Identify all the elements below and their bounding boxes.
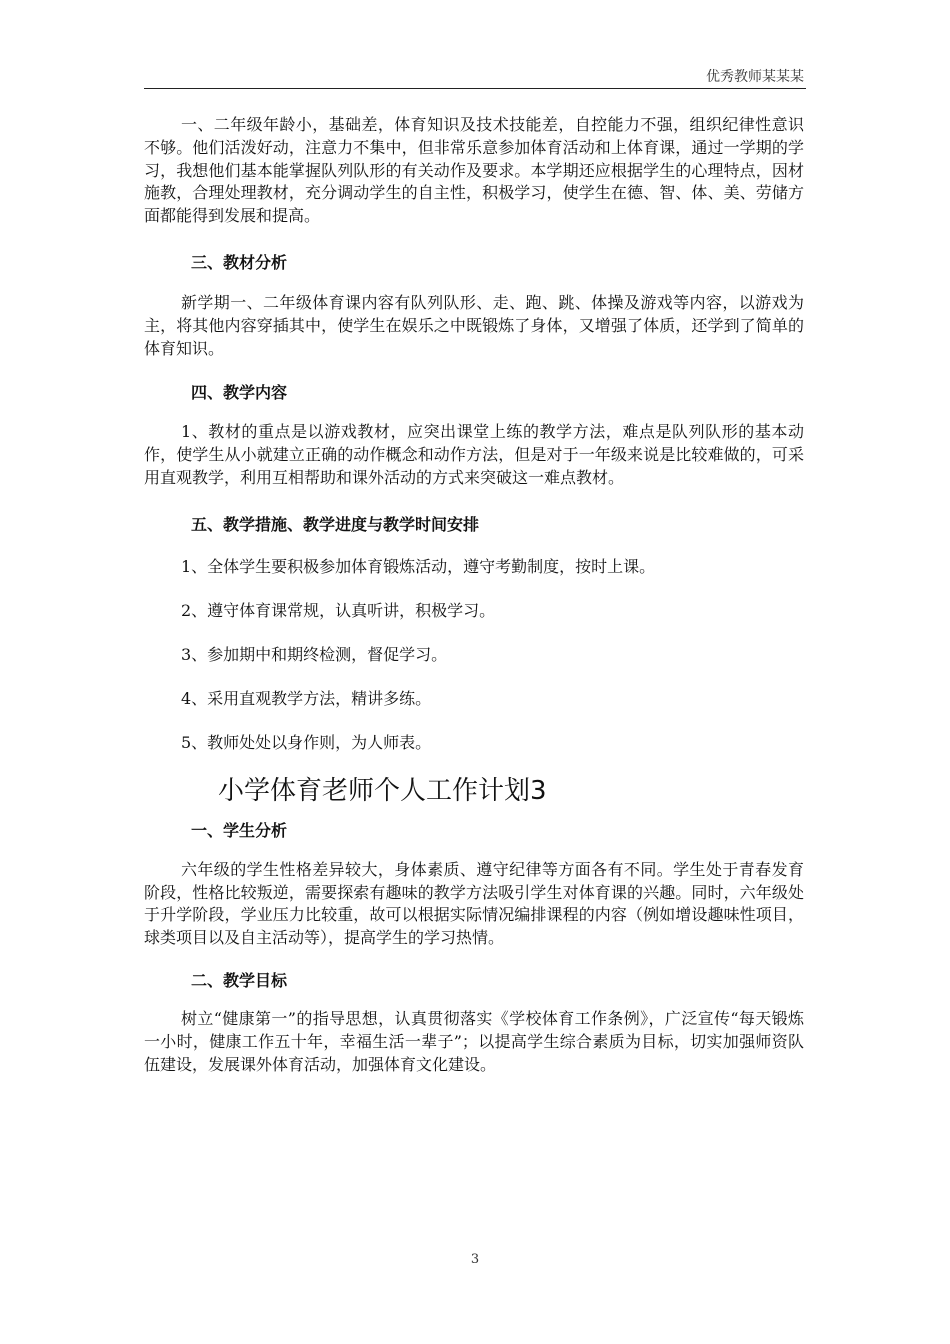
measure-item: 4、采用直观教学方法，精讲多练。: [181, 688, 432, 708]
section-heading-content: 四、教学内容: [191, 383, 288, 403]
measure-item: 3、参加期中和期终检测，督促学习。: [181, 644, 448, 664]
goals-paragraph: 树立“健康第一”的指导思想，认真贯彻落实《学校体育工作条例》，广泛宣传“每天锻炼一小时，健康工作五十年，幸福生活一辈子”；以提高学生综合素质为目标，切实加强师资队伍建设，发展课外体育活动，加强体育文化建设。: [144, 1008, 804, 1074]
page-content: [144, 114, 804, 1076]
materials-paragraph: 新学期一、二年级体育课内容有队列队形、走、跑、跳、体操及游戏等内容，以游戏为主，将其他内容穿插其中，使学生在娱乐之中既锻炼了身体，又增强了体质，还学到了简单的体育知识。: [144, 292, 804, 358]
section-heading-goals: 二、教学目标: [191, 970, 288, 990]
section-heading-measures: 五、教学措施、教学进度与教学时间安排: [191, 514, 480, 534]
page-header: 优秀教师某某某: [706, 69, 804, 85]
intro-paragraph: 一、二年级年龄小，基础差，体育知识及技术技能差，自控能力不强，组织纪律性意识不够。他们活泼好动，注意力不集中，但非常乐意参加体育活动和上体育课，通过一学期的学习，我想他们基本能掌握队列队形的有关动作及要求。本学期还应根据学生的心理特点，因材施教，合理处理教材，充分调动学生的自主性，积极学习，使学生在德、智、体、美、劳储方面都能得到发展和提高。: [144, 115, 804, 226]
page-number: 3: [470, 1252, 480, 1267]
section-heading-students: 一、学生分析: [191, 820, 288, 840]
measure-item: 2、遵守体育课常规，认真听讲，积极学习。: [181, 600, 496, 620]
plan-title: 小学体育老师个人工作计划3: [218, 775, 547, 806]
measure-item: 5、教师处处以身作则，为人师表。: [181, 732, 432, 752]
section-heading-materials: 三、教材分析: [191, 252, 288, 272]
content-paragraph: 1、教材的重点是以游戏教材，应突出课堂上练的教学方法，难点是队列队形的基本动作，使学生从小就建立正确的动作概念和动作方法，但是对于一年级来说是比较难做的，可采用直观教学，利用互相帮助和课外活动的方式来突破这一难点教材。: [144, 422, 804, 487]
measure-item: 1、全体学生要积极参加体育锻炼活动，遵守考勤制度，按时上课。: [181, 556, 656, 576]
header-rule: [144, 88, 806, 89]
students-paragraph: 六年级的学生性格差异较大，身体素质、遵守纪律等方面各有不同。学生处于青春发育阶段，性格比较叛逆，需要探索有趣味的教学方法吸引学生对体育课的兴趣。同时，六年级处于升学阶段，学业压力比较重，故可以根据实际情况编排课程的内容（例如增设趣味性项目，球类项目以及自主活动等），提高学生的学习热情。: [144, 859, 804, 948]
